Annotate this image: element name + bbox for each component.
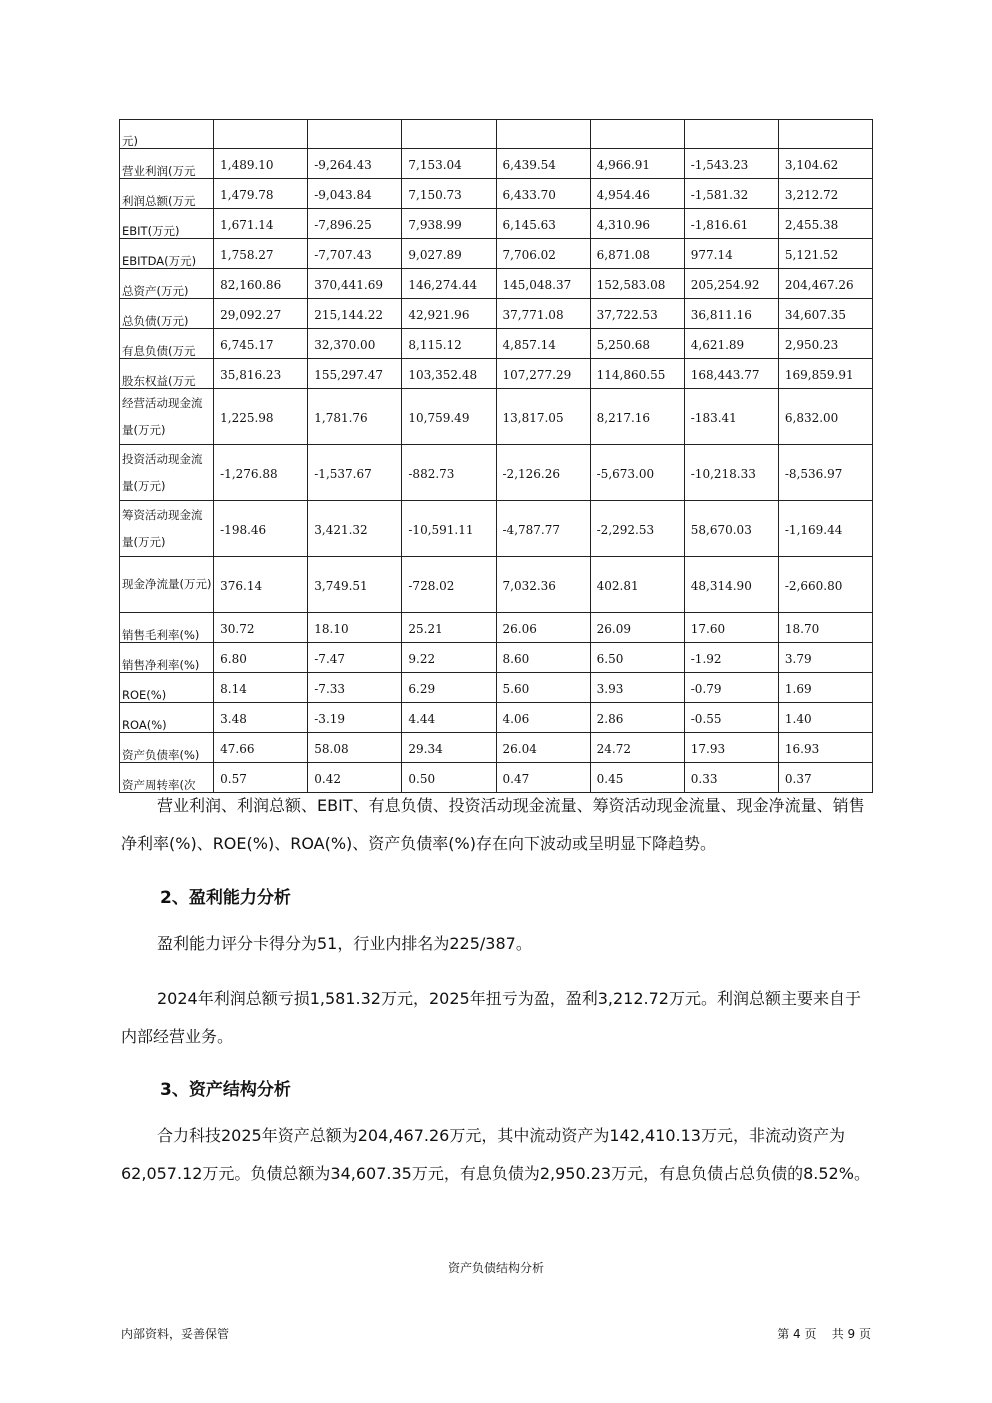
row-label: EBITDA(万元)	[120, 239, 214, 269]
table-cell: 7,032.36	[496, 557, 590, 613]
table-cell: 215,144.22	[308, 299, 402, 329]
row-label: 销售毛利率(%)	[120, 613, 214, 643]
table-cell: 48,314.90	[684, 557, 778, 613]
table-cell: 4,857.14	[496, 329, 590, 359]
table-cell: 58,670.03	[684, 501, 778, 557]
table-cell: 17.93	[684, 733, 778, 763]
table-row	[120, 269, 873, 299]
table-cell: 30.72	[214, 613, 308, 643]
section3-title: 3、资产结构分析	[160, 1080, 291, 1100]
table-cell	[590, 120, 684, 149]
table-cell: 0.57	[214, 763, 308, 793]
table-cell: 34,607.35	[778, 299, 872, 329]
table-cell: 168,443.77	[684, 359, 778, 389]
table-cell: -1,169.44	[778, 501, 872, 557]
section2-paragraph-1: 盈利能力评分卡得分为51，行业内排名为225/387。	[157, 934, 532, 953]
section2-paragraph-2: 2024年利润总额亏损1,581.32万元，2025年扭亏为盈，盈利3,212.72万元。利润总额主要来自于内部经营业务。	[121, 989, 861, 1046]
table-cell: 18.70	[778, 613, 872, 643]
table-cell	[214, 120, 308, 149]
row-label: ROA(%)	[120, 703, 214, 733]
table-row	[120, 149, 873, 179]
table-cell: 977.14	[684, 239, 778, 269]
table-cell: -7.47	[308, 643, 402, 673]
table-cell: -4,787.77	[496, 501, 590, 557]
table-row	[120, 179, 873, 209]
table-cell: -9,043.84	[308, 179, 402, 209]
table-cell: 47.66	[214, 733, 308, 763]
table-cell: 1.69	[778, 673, 872, 703]
table-cell: 6,145.63	[496, 209, 590, 239]
table-cell: -1,581.32	[684, 179, 778, 209]
table-row	[120, 239, 873, 269]
table-cell: -7,707.43	[308, 239, 402, 269]
table-cell: 4,621.89	[684, 329, 778, 359]
table-cell: 114,860.55	[590, 359, 684, 389]
table-cell: 205,254.92	[684, 269, 778, 299]
table-cell: 5,121.52	[778, 239, 872, 269]
table-cell: 7,706.02	[496, 239, 590, 269]
row-label: 资产负债率(%)	[120, 733, 214, 763]
footer-confidential: 内部资料，妥善保管	[121, 1327, 230, 1341]
table-cell: 204,467.26	[778, 269, 872, 299]
table-cell: -1,816.61	[684, 209, 778, 239]
table-cell: 0.47	[496, 763, 590, 793]
table-cell	[684, 120, 778, 149]
table-cell: 370,441.69	[308, 269, 402, 299]
table-cell: 6.80	[214, 643, 308, 673]
row-label: 总资产(万元)	[120, 269, 214, 299]
table-cell: 3.93	[590, 673, 684, 703]
table-cell	[402, 120, 496, 149]
table-cell: 6,871.08	[590, 239, 684, 269]
table-cell: 32,370.00	[308, 329, 402, 359]
table-row	[120, 703, 873, 733]
table-cell: 26.09	[590, 613, 684, 643]
table-cell: 4.06	[496, 703, 590, 733]
figure-caption: 资产负债结构分析	[447, 1261, 544, 1275]
row-label: 投资活动现金流量(万元)	[120, 445, 214, 501]
trend-paragraph: 营业利润、利润总额、EBIT、有息负债、投资活动现金流量、筹资活动现金流量、现金净流量、销售净利率(%)、ROE(%)、ROA(%)、资产负债率(%)存在向下波动或呈明显下降趋势。	[121, 796, 865, 853]
table-cell: 0.42	[308, 763, 402, 793]
row-label: 经营活动现金流量(万元)	[120, 389, 214, 445]
table-row	[120, 557, 873, 613]
table-cell: -183.41	[684, 389, 778, 445]
table-cell: -2,292.53	[590, 501, 684, 557]
table-cell: 3,421.32	[308, 501, 402, 557]
table-cell: 36,811.16	[684, 299, 778, 329]
table-cell: 9,027.89	[402, 239, 496, 269]
row-label: 有息负债(万元	[120, 329, 214, 359]
table-cell: 155,297.47	[308, 359, 402, 389]
table-cell: -1,276.88	[214, 445, 308, 501]
table-cell: 24.72	[590, 733, 684, 763]
table-row	[120, 733, 873, 763]
table-cell: 2,455.38	[778, 209, 872, 239]
table-row	[120, 299, 873, 329]
table-cell: 169,859.91	[778, 359, 872, 389]
table-cell: 5,250.68	[590, 329, 684, 359]
footer-page-number: 第 4 页 共 9 页	[777, 1327, 871, 1341]
table-cell: 29,092.27	[214, 299, 308, 329]
row-label: 总负债(万元)	[120, 299, 214, 329]
row-label: 元)	[120, 120, 214, 149]
table-cell: -9,264.43	[308, 149, 402, 179]
table-cell: 6,745.17	[214, 329, 308, 359]
table-cell	[496, 120, 590, 149]
table-cell: 26.04	[496, 733, 590, 763]
table-cell: 37,722.53	[590, 299, 684, 329]
table-cell: 8,115.12	[402, 329, 496, 359]
table-row	[120, 389, 873, 445]
table-cell: 37,771.08	[496, 299, 590, 329]
table-cell: 3.79	[778, 643, 872, 673]
row-label: 现金净流量(万元)	[120, 557, 214, 613]
table-row	[120, 643, 873, 673]
table-cell: 8.60	[496, 643, 590, 673]
table-cell: -8,536.97	[778, 445, 872, 501]
table-cell: 5.60	[496, 673, 590, 703]
table-cell: 1,758.27	[214, 239, 308, 269]
table-cell: 3,104.62	[778, 149, 872, 179]
table-cell: 6,439.54	[496, 149, 590, 179]
table-cell: 4,954.46	[590, 179, 684, 209]
table-cell: -10,218.33	[684, 445, 778, 501]
table-row	[120, 120, 873, 149]
table-cell: 0.45	[590, 763, 684, 793]
table-row	[120, 209, 873, 239]
table-cell: -10,591.11	[402, 501, 496, 557]
table-cell: 0.33	[684, 763, 778, 793]
table-cell: 0.37	[778, 763, 872, 793]
table-cell: -7.33	[308, 673, 402, 703]
table-cell: -1,537.67	[308, 445, 402, 501]
table-cell: -7,896.25	[308, 209, 402, 239]
table-cell: 4,310.96	[590, 209, 684, 239]
table-cell: -1.92	[684, 643, 778, 673]
table-cell: 82,160.86	[214, 269, 308, 299]
table-cell: -198.46	[214, 501, 308, 557]
table-cell: -728.02	[402, 557, 496, 613]
table-cell: 1,781.76	[308, 389, 402, 445]
table-cell	[308, 120, 402, 149]
table-row	[120, 329, 873, 359]
table-cell: 25.21	[402, 613, 496, 643]
table-cell: 6,433.70	[496, 179, 590, 209]
table-cell: 2.86	[590, 703, 684, 733]
table-cell: 107,277.29	[496, 359, 590, 389]
table-cell: 4,966.91	[590, 149, 684, 179]
table-cell: 7,150.73	[402, 179, 496, 209]
table-cell	[778, 120, 872, 149]
table-cell: 18.10	[308, 613, 402, 643]
table-cell: 13,817.05	[496, 389, 590, 445]
table-cell: 16.93	[778, 733, 872, 763]
table-cell: -3.19	[308, 703, 402, 733]
table-cell: 3,212.72	[778, 179, 872, 209]
table-cell: 152,583.08	[590, 269, 684, 299]
table-cell: 29.34	[402, 733, 496, 763]
table-cell: 1.40	[778, 703, 872, 733]
table-row	[120, 501, 873, 557]
section2-title: 2、盈利能力分析	[160, 888, 291, 908]
table-cell: 8.14	[214, 673, 308, 703]
row-label: 筹资活动现金流量(万元)	[120, 501, 214, 557]
table-cell: -882.73	[402, 445, 496, 501]
table-cell: -5,673.00	[590, 445, 684, 501]
table-cell: 3.48	[214, 703, 308, 733]
row-label: EBIT(万元)	[120, 209, 214, 239]
table-row	[120, 445, 873, 501]
table-cell: 6,832.00	[778, 389, 872, 445]
row-label: 利润总额(万元	[120, 179, 214, 209]
table-cell: 17.60	[684, 613, 778, 643]
table-cell: 376.14	[214, 557, 308, 613]
table-cell: 7,938.99	[402, 209, 496, 239]
row-label: 股东权益(万元	[120, 359, 214, 389]
table-cell: 402.81	[590, 557, 684, 613]
table-cell: 3,749.51	[308, 557, 402, 613]
table-cell: 146,274.44	[402, 269, 496, 299]
table-cell: 103,352.48	[402, 359, 496, 389]
table-cell: 42,921.96	[402, 299, 496, 329]
table-cell: 9.22	[402, 643, 496, 673]
table-cell: 1,671.14	[214, 209, 308, 239]
table-cell: 35,816.23	[214, 359, 308, 389]
table-cell: 1,479.78	[214, 179, 308, 209]
table-row	[120, 359, 873, 389]
table-cell: 6.29	[402, 673, 496, 703]
table-cell: 0.50	[402, 763, 496, 793]
table-cell: -1,543.23	[684, 149, 778, 179]
table-cell: 4.44	[402, 703, 496, 733]
row-label: ROE(%)	[120, 673, 214, 703]
table-cell: 10,759.49	[402, 389, 496, 445]
table-cell: -0.79	[684, 673, 778, 703]
table-cell: 6.50	[590, 643, 684, 673]
table-row	[120, 673, 873, 703]
section3-paragraph-1: 合力科技2025年资产总额为204,467.26万元，其中流动资产为142,410.13万元，非流动资产为62,057.12万元。负债总额为34,607.35万元，有息负债为2,950.23万元，有息负债占总负债的8.52%。	[121, 1126, 870, 1183]
table-cell: 26.06	[496, 613, 590, 643]
table-cell: 1,489.10	[214, 149, 308, 179]
financial-table	[119, 119, 873, 793]
table-cell: -0.55	[684, 703, 778, 733]
table-cell: 58.08	[308, 733, 402, 763]
table-cell: 7,153.04	[402, 149, 496, 179]
table-row	[120, 613, 873, 643]
row-label: 资产周转率(次	[120, 763, 214, 793]
table-cell: 145,048.37	[496, 269, 590, 299]
row-label: 销售净利率(%)	[120, 643, 214, 673]
table-cell: 8,217.16	[590, 389, 684, 445]
table-cell: 2,950.23	[778, 329, 872, 359]
table-cell: 1,225.98	[214, 389, 308, 445]
row-label: 营业利润(万元	[120, 149, 214, 179]
table-cell: -2,126.26	[496, 445, 590, 501]
table-cell: -2,660.80	[778, 557, 872, 613]
